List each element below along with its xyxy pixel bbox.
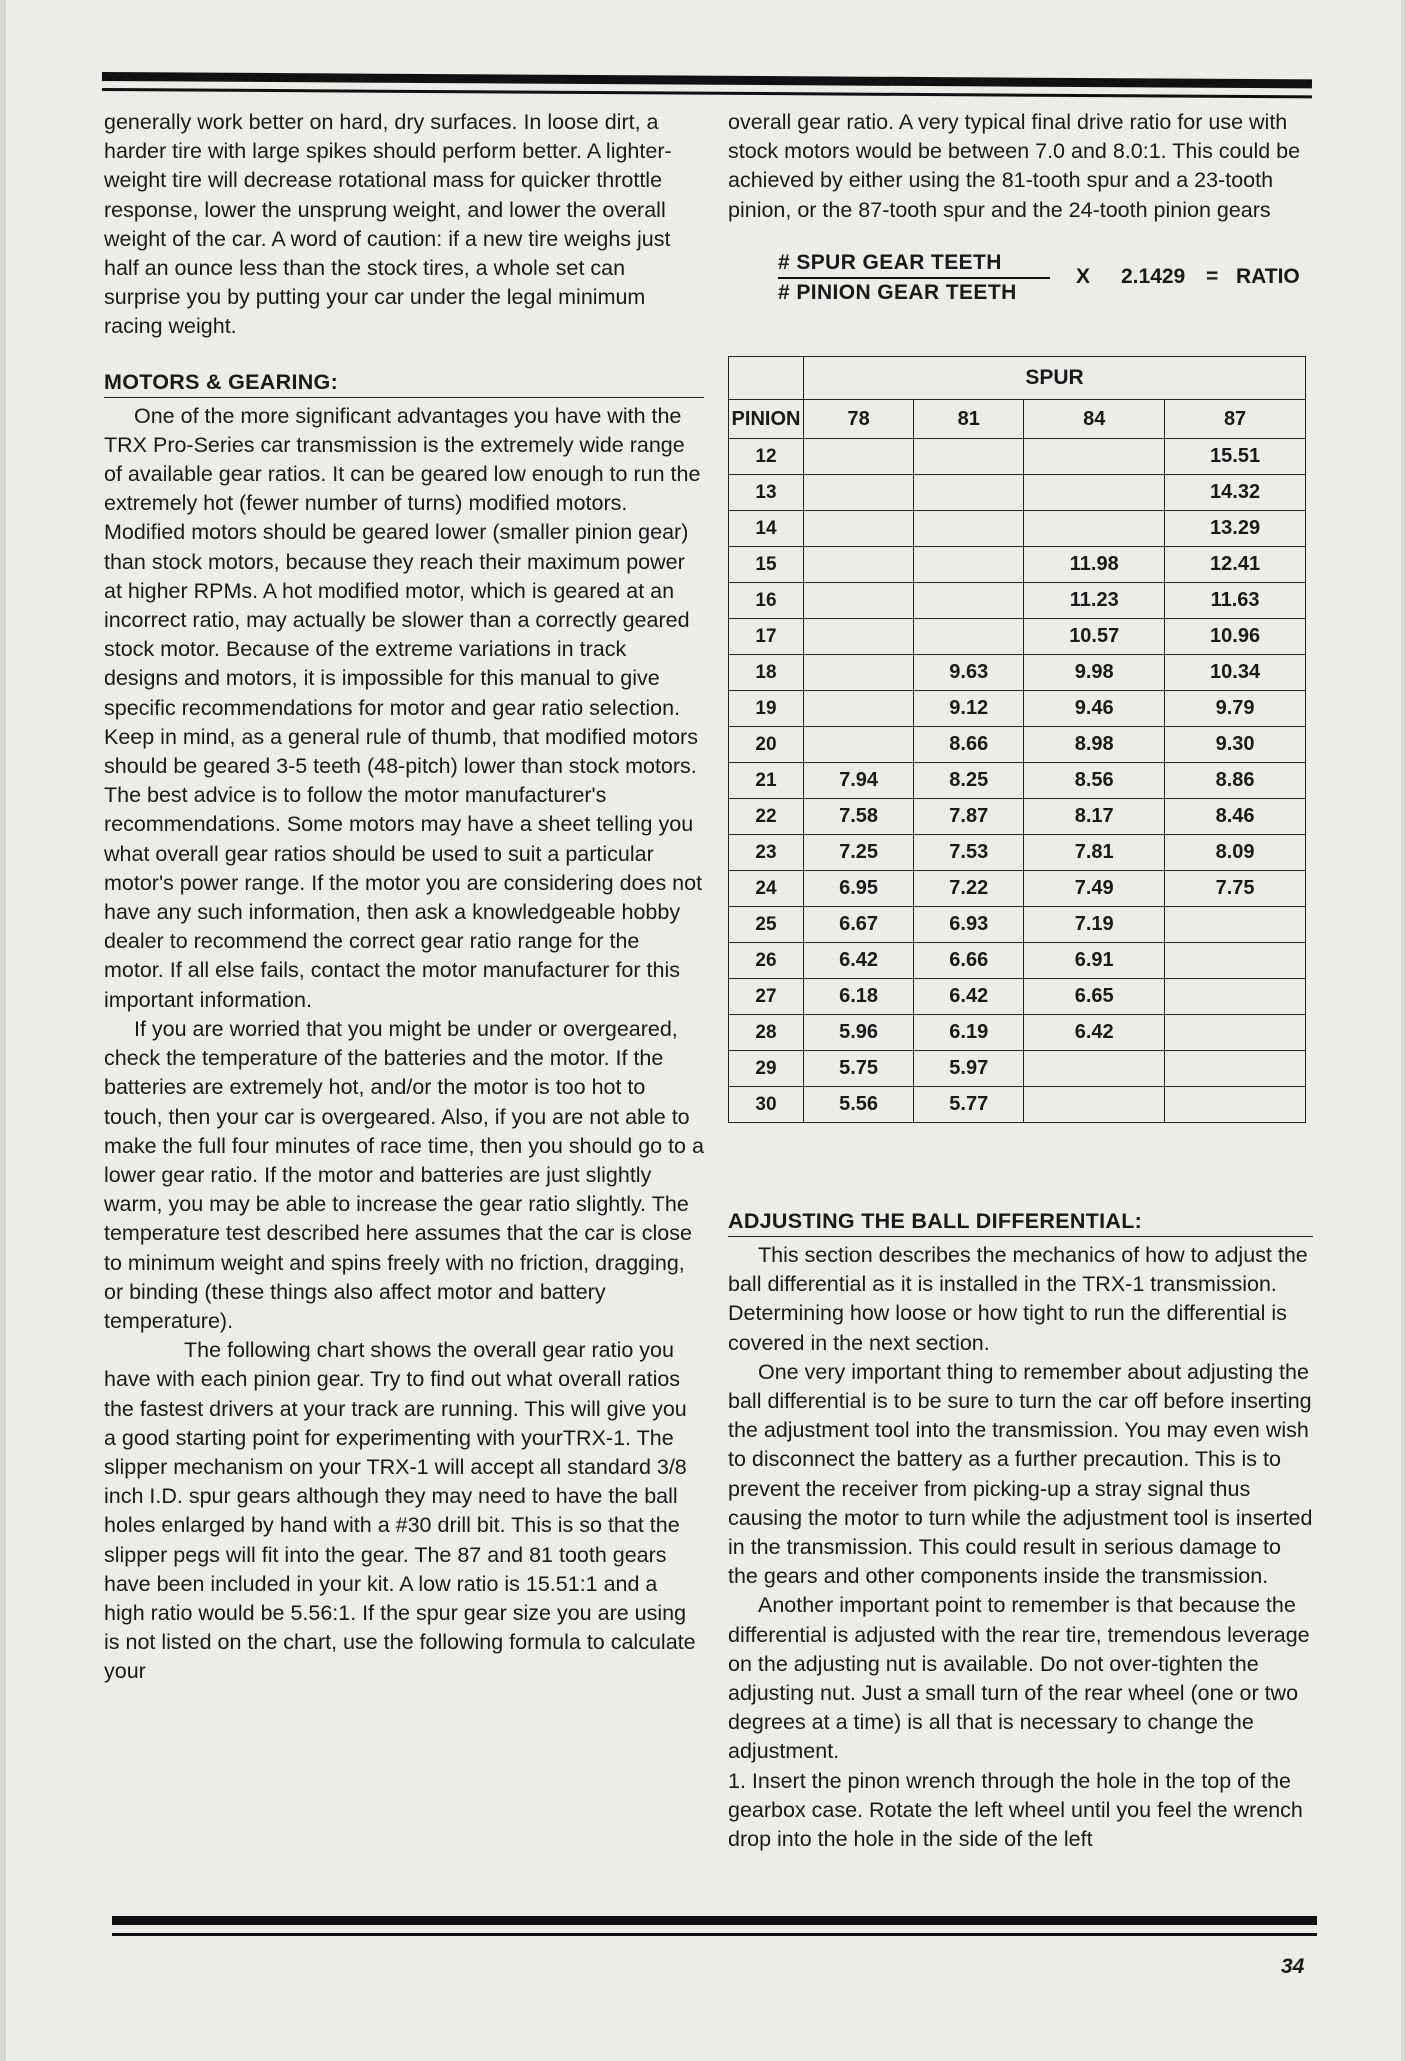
pinion-cell: 15 <box>729 547 804 583</box>
ratio-cell: 7.75 <box>1165 871 1306 907</box>
formula-denominator: # PINION GEAR TEETH <box>778 280 1017 304</box>
ratio-cell <box>914 439 1024 475</box>
table-row <box>729 619 1306 655</box>
pinion-cell: 30 <box>729 1087 804 1123</box>
table-row <box>729 979 1306 1015</box>
ratio-cell: 7.94 <box>804 763 914 799</box>
pinion-cell: 23 <box>729 835 804 871</box>
ratio-cell: 7.19 <box>1024 907 1165 943</box>
pinion-cell: 16 <box>729 583 804 619</box>
left-column <box>104 108 704 1687</box>
ratio-cell: 9.63 <box>914 655 1024 691</box>
differential-heading: ADJUSTING THE BALL DIFFERENTIAL: <box>728 1207 1313 1237</box>
ratio-cell: 11.98 <box>1024 547 1165 583</box>
ratio-cell: 5.97 <box>914 1051 1024 1087</box>
ratio-cell: 7.87 <box>914 799 1024 835</box>
ratio-cell: 7.25 <box>804 835 914 871</box>
table-row <box>729 691 1306 727</box>
ratio-cell <box>804 619 914 655</box>
table-row <box>729 655 1306 691</box>
ratio-cell: 6.19 <box>914 1015 1024 1051</box>
formula-equals: = <box>1206 264 1219 288</box>
pinion-cell: 25 <box>729 907 804 943</box>
ratio-cell: 6.42 <box>1024 1015 1165 1051</box>
spur-size-header: 78 <box>804 400 914 439</box>
formula-numerator: # SPUR GEAR TEETH <box>778 251 1050 279</box>
ratio-cell <box>1165 1087 1306 1123</box>
ratio-cell: 6.67 <box>804 907 914 943</box>
ratio-cell <box>804 511 914 547</box>
pinion-cell: 13 <box>729 475 804 511</box>
table-row <box>729 799 1306 835</box>
ratio-cell <box>804 583 914 619</box>
pinion-cell: 28 <box>729 1015 804 1051</box>
ratio-cell <box>914 583 1024 619</box>
table-row <box>729 1087 1306 1123</box>
ratio-cell <box>804 727 914 763</box>
ratio-cell: 8.46 <box>1165 799 1306 835</box>
ratio-cell: 7.53 <box>914 835 1024 871</box>
gear-ratio-formula <box>728 251 1313 325</box>
pinion-cell: 20 <box>729 727 804 763</box>
ratio-cell <box>804 547 914 583</box>
table-row <box>729 547 1306 583</box>
ratio-cell: 10.57 <box>1024 619 1165 655</box>
ratio-cell: 6.95 <box>804 871 914 907</box>
ratio-cell: 9.79 <box>1165 691 1306 727</box>
ratio-cell: 13.29 <box>1165 511 1306 547</box>
page-number: 34 <box>1281 1955 1305 1978</box>
right-intro-paragraph: overall gear ratio. A very typical final drive ratio for use with stock motors would be between 7.0 and 8.0:1. This could be achieved by either using the 81-tooth spur and a 23-tooth pinion, or the 87-tooth spur and the 24-tooth pinion gears <box>728 110 1301 222</box>
ratio-cell: 9.46 <box>1024 691 1165 727</box>
pinion-cell: 21 <box>729 763 804 799</box>
ratio-cell: 7.58 <box>804 799 914 835</box>
ratio-cell <box>914 475 1024 511</box>
ratio-cell: 10.34 <box>1165 655 1306 691</box>
table-row <box>729 835 1306 871</box>
formula-result: RATIO <box>1236 264 1300 288</box>
spur-size-header: 81 <box>914 400 1024 439</box>
motors-paragraph-2: If you are worried that you might be under or overgeared, check the temperature of the batteries and the motor. If the batteries are extremely hot, and/or the motor is too hot to touch, then your car is overgeared. Also, if you are not able to make the full four minutes of race time, then you should go to a lower gear ratio. If the motor and batteries are just slightly warm, you may be able to increase the gear ratio slightly. The temperature test described here assumes that the car is close to minimum weight and spins freely with no friction, dragging, or binding (these things also affect motor and battery temperature). <box>104 1016 704 1333</box>
ratio-cell <box>1024 1051 1165 1087</box>
ratio-cell <box>1024 475 1165 511</box>
table-row <box>729 1015 1306 1051</box>
ratio-cell: 6.93 <box>914 907 1024 943</box>
table-row <box>729 871 1306 907</box>
pinion-cell: 27 <box>729 979 804 1015</box>
ratio-cell: 6.18 <box>804 979 914 1015</box>
ratio-cell <box>1024 1087 1165 1123</box>
table-row <box>729 763 1306 799</box>
pinion-cell: 26 <box>729 943 804 979</box>
ratio-cell: 9.12 <box>914 691 1024 727</box>
spur-header: SPUR <box>804 357 1306 400</box>
formula-constant: 2.1429 <box>1121 264 1186 288</box>
table-row <box>729 943 1306 979</box>
table-row <box>729 1051 1306 1087</box>
ratio-cell <box>804 439 914 475</box>
pinion-cell: 12 <box>729 439 804 475</box>
ratio-cell <box>1165 979 1306 1015</box>
ratio-cell: 9.30 <box>1165 727 1306 763</box>
right-column <box>728 108 1313 1852</box>
ratio-cell: 8.66 <box>914 727 1024 763</box>
table-row <box>729 475 1306 511</box>
ratio-cell <box>1165 1051 1306 1087</box>
manual-page <box>6 0 1401 2061</box>
ratio-cell: 8.56 <box>1024 763 1165 799</box>
ratio-cell <box>804 475 914 511</box>
differential-paragraph-2: One very important thing to remember about adjusting the ball differential is to be sure to turn the car off before inserting the adjustment tool into the transmission. You may even wish to disconnect the battery as a further precaution. This is to prevent the receiver from picking-up a stray signal thus causing the motor to turn while the adjustment tool is inserted in the transmission. This could result in serious damage to the gears and other components inside the transmission. <box>728 1359 1313 1589</box>
differential-step-1: 1. Insert the pinon wrench through the hole in the top of the gearbox case. Rotate the left wheel until you feel the wrench drop into the hole in the side of the left <box>728 1768 1303 1852</box>
differential-section <box>728 1181 1313 1854</box>
ratio-cell: 8.25 <box>914 763 1024 799</box>
ratio-cell: 7.49 <box>1024 871 1165 907</box>
motors-gearing-heading: MOTORS & GEARING: <box>104 368 704 398</box>
ratio-cell: 6.66 <box>914 943 1024 979</box>
ratio-cell: 14.32 <box>1165 475 1306 511</box>
ratio-cell <box>804 655 914 691</box>
ratio-cell <box>1165 1015 1306 1051</box>
pinion-cell: 14 <box>729 511 804 547</box>
ratio-cell: 6.65 <box>1024 979 1165 1015</box>
table-row <box>729 511 1306 547</box>
top-rule-thick <box>102 72 1312 88</box>
differential-paragraph-1: This section describes the mechanics of how to adjust the ball differential as it is installed in the TRX-1 transmission. Determining how loose or how tight to run the differential is covered in the next section. <box>728 1243 1308 1355</box>
spur-size-header: 87 <box>1165 400 1306 439</box>
bottom-rule-thin <box>112 1933 1317 1936</box>
pinion-cell: 22 <box>729 799 804 835</box>
gear-ratio-table <box>728 356 1306 1123</box>
ratio-cell <box>1165 907 1306 943</box>
pinion-cell: 17 <box>729 619 804 655</box>
table-row <box>729 583 1306 619</box>
ratio-cell: 5.96 <box>804 1015 914 1051</box>
ratio-cell: 10.96 <box>1165 619 1306 655</box>
left-intro-paragraph: generally work better on hard, dry surfaces. In loose dirt, a harder tire with large spikes should perform better. A lighter-weight tire will decrease rotational mass for quicker throttle response, lower the unsprung weight, and lower the overall weight of the car. A word of caution: if a new tire weighs just half an ounce less than the stock tires, a whole set can surprise you by putting your car under the legal minimum racing weight. <box>104 110 672 339</box>
ratio-cell: 8.17 <box>1024 799 1165 835</box>
table-row <box>729 439 1306 475</box>
ratio-cell: 7.81 <box>1024 835 1165 871</box>
ratio-cell: 11.23 <box>1024 583 1165 619</box>
ratio-cell: 8.09 <box>1165 835 1306 871</box>
ratio-cell <box>1024 511 1165 547</box>
ratio-cell <box>1165 943 1306 979</box>
motors-paragraph-3: The following chart shows the overall gear ratio you have with each pinion gear. Try to find out what overall ratios the fastest drivers at your track are running. This will give you a good starting point for experimenting with yourTRX-1. The slipper mechanism on your TRX-1 will accept all standard 3/8 inch I.D. spur gears although they may need to have the ball holes enlarged by hand with a #30 drill bit. This is so that the slipper pegs will fit into the gear. The 87 and 81 tooth gears have been included in your kit. A low ratio is 15.51:1 and a high ratio would be 5.56:1. If the spur gear size you are using is not listed on the chart, use the following formula to calculate your <box>104 1338 696 1684</box>
gear-table-body <box>729 439 1306 1123</box>
bottom-rule-thick <box>112 1916 1317 1925</box>
ratio-cell <box>804 691 914 727</box>
pinion-header: PINION <box>729 400 804 439</box>
ratio-cell: 6.42 <box>804 943 914 979</box>
table-corner <box>729 357 804 400</box>
ratio-cell <box>914 619 1024 655</box>
ratio-cell: 11.63 <box>1165 583 1306 619</box>
formula-times: X <box>1076 264 1091 288</box>
pinion-cell: 29 <box>729 1051 804 1087</box>
pinion-cell: 19 <box>729 691 804 727</box>
ratio-cell: 6.91 <box>1024 943 1165 979</box>
ratio-cell <box>1024 439 1165 475</box>
ratio-cell: 5.77 <box>914 1087 1024 1123</box>
ratio-cell: 7.22 <box>914 871 1024 907</box>
ratio-cell: 5.75 <box>804 1051 914 1087</box>
ratio-cell: 9.98 <box>1024 655 1165 691</box>
motors-paragraph-1: One of the more significant advantages you have with the TRX Pro-Series car transmission is the extremely wide range of available gear ratios. It can be geared low enough to run the extremely hot (fewer number of turns) modified motors. Modified motors should be geared lower (smaller pinion gear) than stock motors, because they reach their maximum power at higher RPMs. A hot modified motor, which is geared at an incorrect ratio, may actually be slower than a correctly geared stock motor. Because of the extreme variations in track designs and motors, it is impossible for this manual to give specific recommendations for motor and gear ratio selection. Keep in mind, as a general rule of thumb, that modified motors should be geared 3-5 teeth (48-pitch) lower than stock motors. The best advice is to follow the motor manufacturer's recommendations. Some motors may have a sheet telling you what overall gear ratios should be used to suit a particular motor's power range. If the motor you are considering does not have any such information, then ask a knowledgeable hobby dealer to recommend the correct gear ratio range for the motor. If all else fails, contact the motor manufacturer for this important information. <box>104 403 703 1012</box>
ratio-cell: 8.98 <box>1024 727 1165 763</box>
spur-size-header: 84 <box>1024 400 1165 439</box>
ratio-cell <box>914 511 1024 547</box>
ratio-cell: 5.56 <box>804 1087 914 1123</box>
ratio-cell: 12.41 <box>1165 547 1306 583</box>
formula-fraction <box>778 251 1050 305</box>
top-rule-thin <box>102 88 1312 98</box>
differential-paragraph-3: Another important point to remember is that because the differential is adjusted with the rear tire, tremendous leverage on the adjusting nut is available. Do not over-tighten the adjusting nut. Just a small turn of the rear wheel (one or two degrees at a time) is all that is necessary to change the adjustment. <box>728 1593 1310 1764</box>
pinion-cell: 18 <box>729 655 804 691</box>
ratio-cell: 15.51 <box>1165 439 1306 475</box>
table-row <box>729 727 1306 763</box>
table-row <box>729 907 1306 943</box>
ratio-cell: 6.42 <box>914 979 1024 1015</box>
pinion-cell: 24 <box>729 871 804 907</box>
ratio-cell: 8.86 <box>1165 763 1306 799</box>
ratio-cell <box>914 547 1024 583</box>
